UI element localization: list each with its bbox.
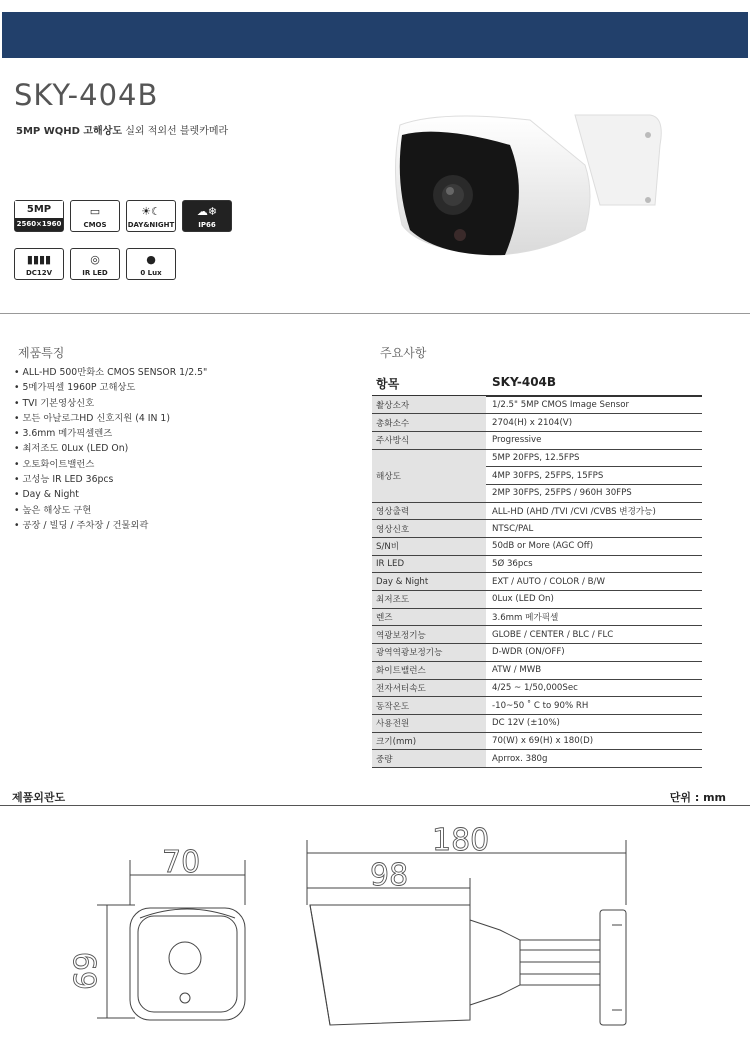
spec-key: 영상출력 (372, 502, 486, 520)
battery-icon: ▮▮▮▮ (26, 252, 52, 266)
feature-item: • 최저조도 0Lux (LED On) (14, 441, 207, 456)
spec-row (372, 679, 702, 697)
feature-item: • 고성능 IR LED 36pcs (14, 472, 207, 487)
spec-row (372, 502, 702, 520)
spec-value: D-WDR (ON/OFF) (486, 644, 702, 662)
day-night-badge: ☀☾ DAY&NIGHT (126, 200, 176, 232)
height-label: 69 (69, 951, 104, 990)
spec-table (372, 396, 702, 768)
spec-value: ALL-HD (AHD /TVI /CVI /CVBS 변경가능) (486, 502, 702, 520)
front-view-body (130, 908, 245, 1020)
spec-head-value: SKY-404B (492, 375, 557, 389)
cmos-badge: ▭ CMOS (70, 200, 120, 232)
sun-moon-icon: ☀☾ (141, 204, 161, 218)
camera-photo (380, 105, 680, 275)
dimension-title: 제품외관도 (12, 791, 66, 804)
spec-key: 주사방식 (372, 431, 486, 449)
features-title: 제품특징 (18, 346, 65, 360)
header-bar (2, 12, 748, 58)
zero-lux-badge: ● 0 Lux (126, 248, 176, 280)
spec-value: Aprrox. 380g (486, 750, 702, 768)
body-length-label: 98 (370, 858, 409, 893)
spec-row (372, 626, 702, 644)
spec-value: Progressive (486, 431, 702, 449)
feature-item: • 모든 아날로그HD 신호지원 (4 IN 1) (14, 411, 207, 426)
spec-value: -10~50 ˚ C to 90% RH (486, 697, 702, 715)
spec-value: NTSC/PAL (486, 520, 702, 538)
spec-key: 광역역광보정기능 (372, 644, 486, 662)
spec-row (372, 431, 702, 449)
spec-key: 화이트밸런스 (372, 661, 486, 679)
spec-key: S/N비 (372, 538, 486, 556)
spec-row (372, 520, 702, 538)
spec-row (372, 591, 702, 609)
spec-row (372, 396, 702, 414)
spec-key: 역광보정기능 (372, 626, 486, 644)
spec-key: IR LED (372, 555, 486, 573)
spec-row (372, 750, 702, 768)
dimension-drawing (0, 810, 750, 1060)
length-label: 180 (432, 823, 490, 858)
spec-head-key: 항목 (376, 377, 400, 391)
features-list (14, 365, 207, 533)
feature-item: • 5메가픽셀 1960P 고해상도 (14, 380, 207, 395)
led-icon: ◎ (90, 252, 100, 266)
dc12v-badge: ▮▮▮▮ DC12V (14, 248, 64, 280)
spec-value: EXT / AUTO / COLOR / B/W (486, 573, 702, 591)
spec-key: 동작온도 (372, 697, 486, 715)
spec-key: 촬상소자 (372, 396, 486, 414)
spec-row (372, 538, 702, 556)
spec-key: 총화소수 (372, 414, 486, 432)
person-icon: ● (146, 252, 156, 266)
spec-row (372, 414, 702, 432)
feature-item: • Day & Night (14, 487, 207, 502)
width-label: 70 (162, 845, 201, 880)
spec-row (372, 555, 702, 573)
spec-value: GLOBE / CENTER / BLC / FLC (486, 626, 702, 644)
spec-key: 렌즈 (372, 608, 486, 626)
spec-key: 해상도 (372, 449, 486, 502)
side-view-body (310, 905, 470, 1025)
spec-value: 2704(H) x 2104(V) (486, 414, 702, 432)
spec-value: 0Lux (LED On) (486, 591, 702, 609)
spec-value: 2MP 30FPS, 25FPS / 960H 30FPS (486, 484, 702, 502)
weather-icon: ☁❄ (196, 204, 218, 218)
chip-icon: ▭ (89, 204, 101, 218)
spec-key: 영상신호 (372, 520, 486, 538)
spec-key: 전자셔터속도 (372, 679, 486, 697)
unit-label: 단위 : mm (669, 791, 726, 804)
ip66-badge: ☁❄ IP66 (182, 200, 232, 232)
spec-value: 3.6mm 메가픽셀 (486, 608, 702, 626)
spec-key: 사용전원 (372, 714, 486, 732)
section-divider (0, 313, 750, 314)
feature-item: • 오토화이트밸런스 (14, 457, 207, 472)
spec-key: 최저조도 (372, 591, 486, 609)
spec-value: 50dB or More (AGC Off) (486, 538, 702, 556)
spec-key: 크기(mm) (372, 732, 486, 750)
feature-item: • 공장 / 빌딩 / 주차장 / 건물외곽 (14, 518, 207, 533)
spec-value: ATW / MWB (486, 661, 702, 679)
resolution-badge: 5MP 2560×1960 (14, 200, 64, 232)
product-subtitle: 5MP WQHD 고해상도 실외 적외선 블렛카메라 (16, 126, 229, 137)
feature-item: • ALL-HD 500만화소 CMOS SENSOR 1/2.5" (14, 365, 207, 380)
ir-led-badge: ◎ IR LED (70, 248, 120, 280)
spec-value: 70(W) x 69(H) x 180(D) (486, 732, 702, 750)
feature-item: • 3.6mm 메가픽셀렌즈 (14, 426, 207, 441)
dimension-divider (0, 805, 750, 806)
spec-row (372, 608, 702, 626)
spec-row (372, 661, 702, 679)
model-title: SKY-404B (14, 78, 159, 112)
spec-row (372, 732, 702, 750)
spec-row (372, 573, 702, 591)
spec-row (372, 697, 702, 715)
spec-key: Day & Night (372, 573, 486, 591)
spec-key: 중량 (372, 750, 486, 768)
feature-item: • 높은 해상도 구현 (14, 503, 207, 518)
spec-row (372, 449, 702, 467)
spec-row (372, 714, 702, 732)
spec-value: 5Ø 36pcs (486, 555, 702, 573)
feature-item: • TVI 기본영상신호 (14, 396, 207, 411)
spec-value: 1/2.5" 5MP CMOS Image Sensor (486, 396, 702, 414)
spec-value: 4MP 30FPS, 25FPS, 15FPS (486, 467, 702, 485)
spec-row (372, 644, 702, 662)
spec-value: 5MP 20FPS, 12.5FPS (486, 449, 702, 467)
specs-title: 주요사항 (380, 346, 427, 360)
spec-value: DC 12V (±10%) (486, 714, 702, 732)
spec-table-header (372, 373, 702, 395)
spec-value: 4/25 ~ 1/50,000Sec (486, 679, 702, 697)
